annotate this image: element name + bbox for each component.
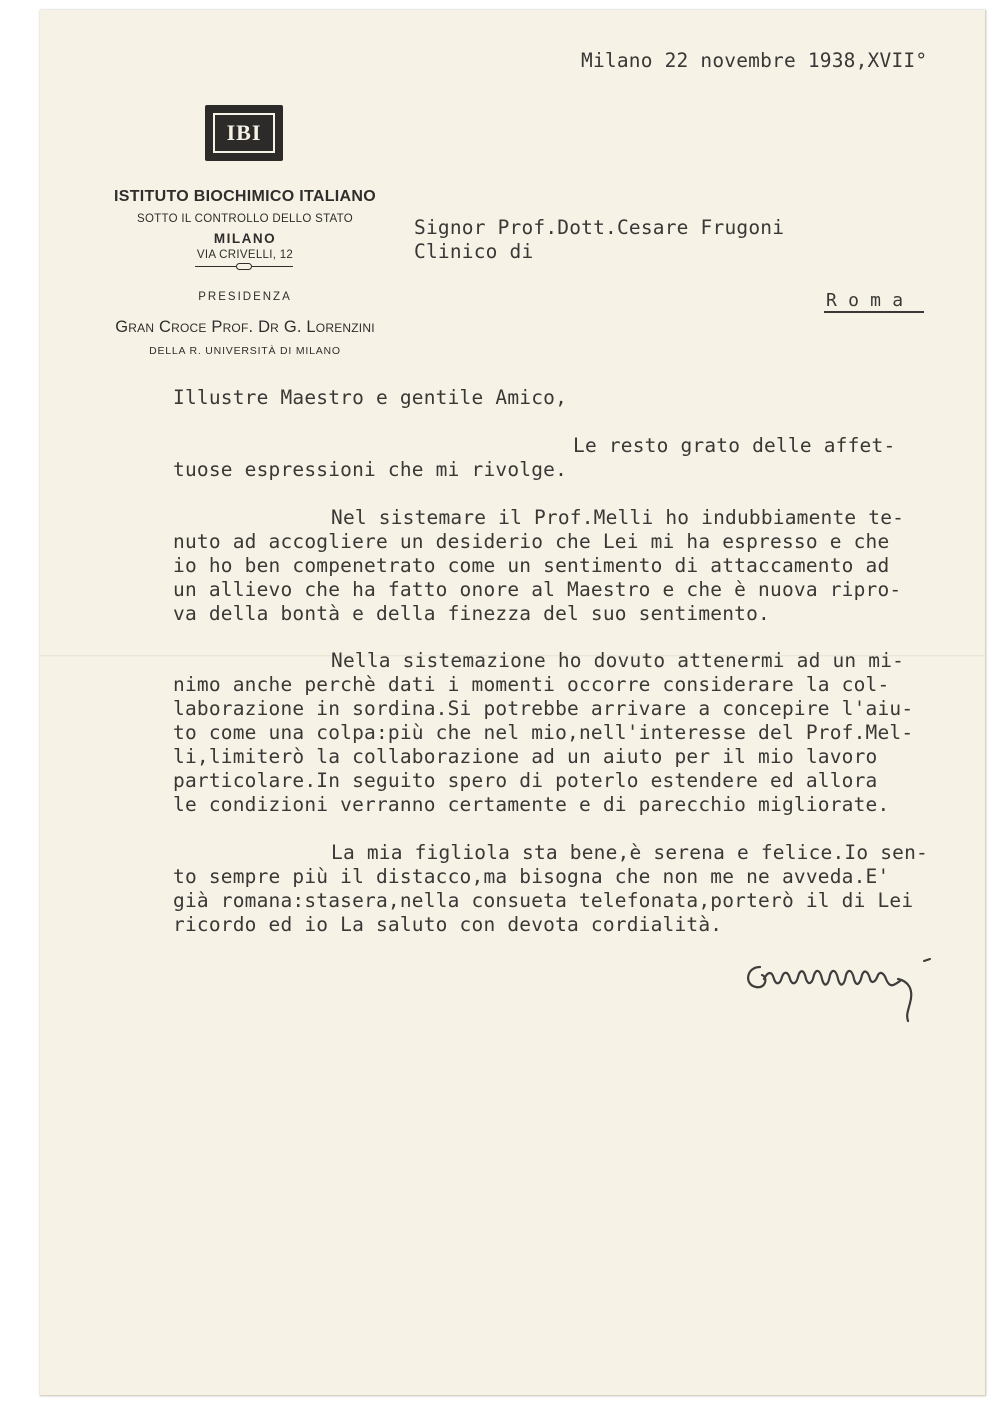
paragraph-3-line-2: nimo anche perchè dati i momenti occorre considerare la col- bbox=[173, 673, 890, 696]
paragraph-2-line-2: nuto ad accogliere un desiderio che Lei mi ha espresso e che bbox=[173, 530, 890, 553]
paragraph-1-line-2: tuose espressioni che mi rivolge. bbox=[173, 458, 568, 481]
paragraph-2-line-1: Nel sistemare il Prof.Melli ho indubbiamente te- bbox=[331, 506, 905, 529]
paragraph-2-line-4: un allievo che ha fatto onore al Maestro e che è nuova ripro- bbox=[173, 578, 902, 601]
paragraph-3-line-3: laborazione in sordina.Si potrebbe arrivare a concepire l'aiu- bbox=[173, 697, 914, 720]
date-line: Milano 22 novembre 1938,XVII° bbox=[581, 49, 928, 72]
logo-text: IBI bbox=[226, 120, 262, 145]
paragraph-1-line-1: Le resto grato delle affet- bbox=[573, 434, 896, 457]
university-line: DELLA R. UNIVERSITÀ DI MILANO bbox=[149, 345, 341, 357]
recipient-name: Signor Prof.Dott.Cesare Frugoni bbox=[414, 216, 785, 239]
paragraph-4-line-1: La mia figliola sta bene,è serena e felice.Io sen- bbox=[331, 841, 928, 864]
office-title: PRESIDENZA bbox=[198, 291, 292, 303]
paragraph-2-line-3: io ho ben compenetrato come un sentimento di attaccamento ad bbox=[173, 554, 890, 577]
recipient-city: R o m a bbox=[826, 290, 904, 311]
ibi-logo bbox=[205, 105, 283, 161]
paragraph-2-line-5: va della bontà e della finezza del suo sentimento. bbox=[173, 602, 770, 625]
paragraph-3-line-6: particolare.In seguito spero di poterlo estendere ed allora bbox=[173, 769, 878, 792]
paragraph-4-line-3: già romana:stasera,nella consueta telefonata,porterò il di Lei bbox=[173, 889, 914, 912]
letterhead-street: VIA CRIVELLI, 12 bbox=[196, 249, 294, 261]
paragraph-3-line-1: Nella sistemazione ho dovuto attenermi ad un mi- bbox=[331, 649, 905, 672]
paragraph-4-line-2: to sempre più il distacco,ma bisogna che non me ne avveda.E' bbox=[173, 865, 890, 888]
recipient-title: Clinico di bbox=[414, 240, 534, 263]
recipient-city-underline bbox=[824, 311, 924, 313]
institute-name: ISTITUTO BIOCHIMICO ITALIANO bbox=[113, 188, 377, 205]
paragraph-3-line-7: le condizioni verranno certamente e di parecchio migliorate. bbox=[173, 793, 890, 816]
letterhead-city: MILANO bbox=[213, 231, 277, 246]
paragraph-3-line-4: to come una colpa:più che nel mio,nell'interesse del Prof.Mel- bbox=[173, 721, 914, 744]
salutation: Illustre Maestro e gentile Amico, bbox=[173, 386, 568, 409]
paragraph-4-line-4: ricordo ed io La saluto con devota cordialità. bbox=[173, 913, 723, 936]
state-control-line: SOTTO IL CONTROLLO DELLO STATO bbox=[136, 213, 354, 225]
president-name: Gran Croce Prof. Dr G. Lorenzini bbox=[115, 318, 375, 336]
ornament-center bbox=[236, 263, 252, 270]
handwritten-signature bbox=[738, 945, 938, 1025]
paragraph-3-line-5: li,limiterò la collaborazione ad un aiuto per il mio lavoro bbox=[173, 745, 878, 768]
